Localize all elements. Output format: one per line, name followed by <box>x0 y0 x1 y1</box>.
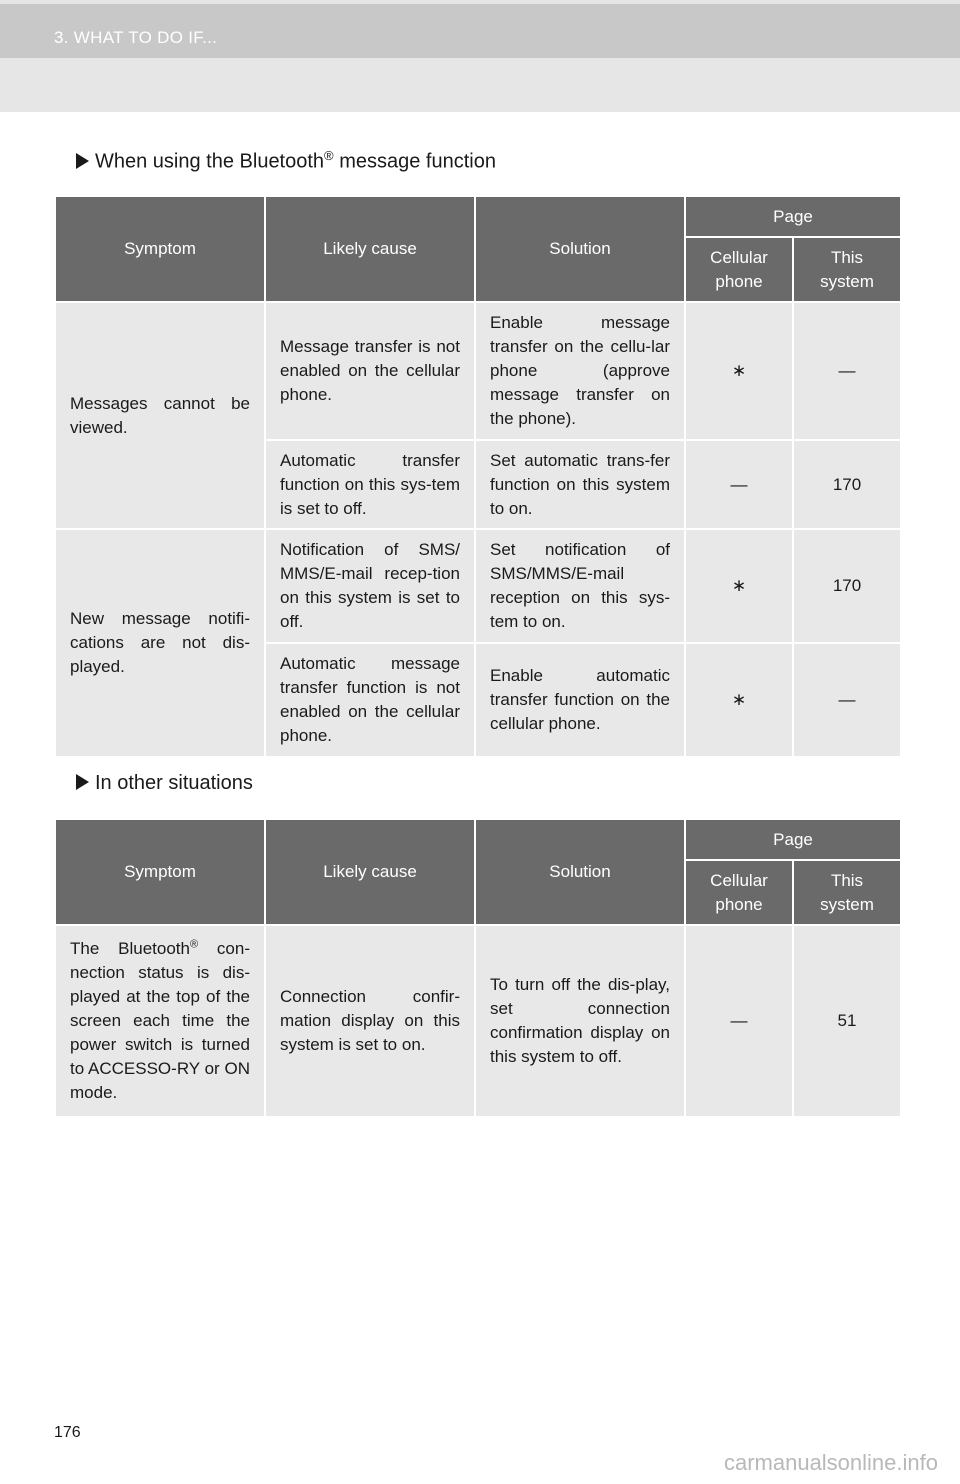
cause-cell: Message transfer is not enabled on the cellular phone. <box>265 302 475 440</box>
section-heading-message <box>76 148 496 174</box>
cause-cell: Notification of SMS/ MMS/E-mail recep-tion on this system is set to off. <box>265 529 475 643</box>
header-likely-cause: Likely cause <box>265 819 475 925</box>
symptom-text-suffix: con-nection status is dis-played at the top of the screen each time the power switch is turned to ACCESSO-RY or ON mode. <box>70 939 250 1102</box>
header-likely-cause: Likely cause <box>265 196 475 302</box>
table-row <box>55 925 901 1117</box>
solution-cell: To turn off the dis-play, set connection confirmation display on this system to off. <box>475 925 685 1117</box>
header-page: Page <box>685 196 901 237</box>
watermark: carmanualsonline.info <box>723 1450 938 1475</box>
solution-cell: Enable message transfer on the cellu-lar phone (approve message transfer on the phone). <box>475 302 685 440</box>
symptom-cell: Messages cannot be viewed. <box>55 302 265 529</box>
header-this-system: This system <box>793 860 901 925</box>
system-page-cell: 170 <box>793 529 901 643</box>
cellular-page-cell: ∗ <box>685 529 793 643</box>
cellular-page-cell: ∗ <box>685 302 793 440</box>
triangle-bullet-icon <box>76 153 89 169</box>
message-function-table <box>54 195 902 758</box>
header-solution: Solution <box>475 196 685 302</box>
symptom-cell <box>55 925 265 1117</box>
header-symptom: Symptom <box>55 819 265 925</box>
solution-cell: Set automatic trans-fer function on this system to on. <box>475 440 685 529</box>
heading-text: When using the Bluetooth <box>95 150 325 173</box>
heading-text-suffix: message function <box>333 150 496 173</box>
symptom-cell: New message notifi-cations are not dis-played. <box>55 529 265 757</box>
header-cellular-phone: Cellular phone <box>685 860 793 925</box>
other-situations-table <box>54 818 902 1118</box>
page-number: 176 <box>54 1424 81 1441</box>
header-cellular-phone: Cellular phone <box>685 237 793 302</box>
header-page: Page <box>685 819 901 860</box>
solution-line: reception on this sys-tem to on. <box>490 588 670 631</box>
solution-cell <box>475 529 685 643</box>
section-heading-other <box>76 772 253 795</box>
cellular-page-cell: — <box>685 440 793 529</box>
cause-cell: Automatic transfer function on this sys-tem is set to off. <box>265 440 475 529</box>
system-page-cell: — <box>793 643 901 757</box>
cellular-page-cell: — <box>685 925 793 1117</box>
cause-cell: Connection confir-mation display on this system is set to on. <box>265 925 475 1117</box>
system-page-cell: 51 <box>793 925 901 1117</box>
table-row <box>55 529 901 643</box>
header-this-system: This system <box>793 237 901 302</box>
symptom-text: The Bluetooth <box>70 939 190 958</box>
system-page-cell: — <box>793 302 901 440</box>
header-symptom: Symptom <box>55 196 265 302</box>
cause-cell: Automatic message transfer function is not enabled on the cellular phone. <box>265 643 475 757</box>
registered-mark: ® <box>189 938 199 951</box>
registered-mark: ® <box>324 148 334 163</box>
table-row <box>55 302 901 440</box>
solution-line: Set notification of SMS/MMS/E-mail <box>490 540 670 583</box>
solution-cell: Enable automatic transfer function on the cellular phone. <box>475 643 685 757</box>
cellular-page-cell: ∗ <box>685 643 793 757</box>
header-solution: Solution <box>475 819 685 925</box>
system-page-cell: 170 <box>793 440 901 529</box>
triangle-bullet-icon <box>76 774 89 790</box>
header-title: 3. WHAT TO DO IF... <box>54 28 218 47</box>
heading-text: In other situations <box>95 772 253 794</box>
